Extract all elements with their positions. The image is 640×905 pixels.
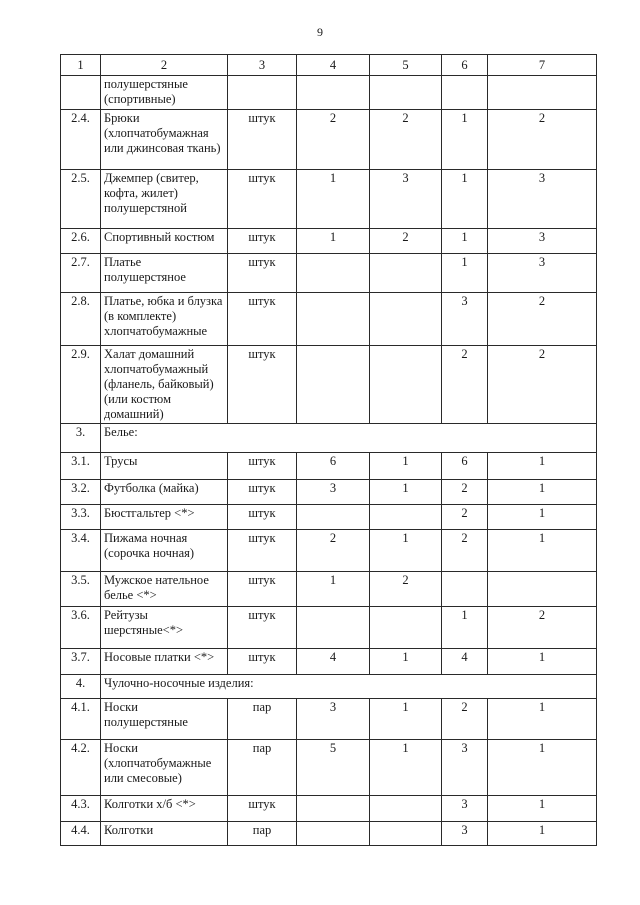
unit-cell: штук	[228, 293, 297, 346]
value-cell: 3	[297, 699, 370, 740]
header-cell: 7	[488, 55, 597, 76]
table-row	[61, 346, 597, 424]
row-number: 3.3.	[61, 505, 101, 530]
header-cell: 4	[297, 55, 370, 76]
value-cell: 1	[442, 254, 488, 293]
unit-cell: штук	[228, 453, 297, 480]
value-cell: 1	[488, 480, 597, 505]
value-cell	[297, 293, 370, 346]
item-name: Носки полушерстяные	[101, 699, 228, 740]
item-name: Колготки х/б <*>	[101, 796, 228, 822]
row-number: 4.4.	[61, 822, 101, 846]
value-cell	[297, 346, 370, 424]
item-name: Спортивный костюм	[101, 229, 228, 254]
header-cell: 6	[442, 55, 488, 76]
table-row	[61, 505, 597, 530]
value-cell: 3	[442, 822, 488, 846]
value-cell: 2	[488, 293, 597, 346]
value-cell: 1	[442, 170, 488, 229]
value-cell: 1	[488, 740, 597, 796]
table-row	[61, 822, 597, 846]
value-cell	[297, 254, 370, 293]
unit-cell: пар	[228, 822, 297, 846]
value-cell	[370, 254, 442, 293]
table-row	[61, 649, 597, 675]
value-cell: 3	[442, 740, 488, 796]
header-cell: 3	[228, 55, 297, 76]
norms-table	[60, 54, 597, 846]
value-cell: 1	[488, 649, 597, 675]
section-row	[61, 424, 597, 453]
unit-cell: штук	[228, 229, 297, 254]
value-cell: 1	[442, 110, 488, 170]
value-cell: 1	[488, 822, 597, 846]
value-cell	[488, 76, 597, 110]
value-cell: 1	[442, 607, 488, 649]
row-number: 3.2.	[61, 480, 101, 505]
value-cell: 4	[297, 649, 370, 675]
value-cell	[488, 572, 597, 607]
value-cell: 2	[370, 572, 442, 607]
value-cell: 2	[442, 346, 488, 424]
value-cell: 1	[370, 453, 442, 480]
value-cell	[370, 822, 442, 846]
item-name: Пижама ночная (сорочка ночная)	[101, 530, 228, 572]
value-cell: 2	[442, 530, 488, 572]
unit-cell: пар	[228, 740, 297, 796]
value-cell: 1	[297, 170, 370, 229]
row-number: 4.1.	[61, 699, 101, 740]
table-row	[61, 607, 597, 649]
value-cell: 6	[442, 453, 488, 480]
item-name: Футболка (майка)	[101, 480, 228, 505]
value-cell: 3	[488, 254, 597, 293]
value-cell	[370, 505, 442, 530]
unit-cell: пар	[228, 699, 297, 740]
row-number: 2.4.	[61, 110, 101, 170]
item-name: Мужское нательное белье <*>	[101, 572, 228, 607]
value-cell: 1	[297, 572, 370, 607]
value-cell: 3	[442, 293, 488, 346]
table-row	[61, 110, 597, 170]
value-cell	[370, 76, 442, 110]
item-name: Платье полушерстяное	[101, 254, 228, 293]
page-number: 9	[317, 25, 323, 39]
row-number: 3.4.	[61, 530, 101, 572]
row-number: 2.7.	[61, 254, 101, 293]
value-cell	[442, 572, 488, 607]
table-row	[61, 740, 597, 796]
row-number: 4.	[61, 675, 101, 699]
item-name: Джемпер (свитер, кофта, жилет) полушерстяной	[101, 170, 228, 229]
value-cell: 2	[488, 607, 597, 649]
section-row	[61, 675, 597, 699]
value-cell	[297, 76, 370, 110]
table-row	[61, 293, 597, 346]
table-row	[61, 76, 597, 110]
item-name: Рейтузы шерстяные<*>	[101, 607, 228, 649]
row-number: 2.9.	[61, 346, 101, 424]
value-cell: 1	[370, 530, 442, 572]
unit-cell: штук	[228, 505, 297, 530]
unit-cell: штук	[228, 254, 297, 293]
value-cell	[370, 607, 442, 649]
table-row	[61, 170, 597, 229]
value-cell	[370, 796, 442, 822]
table-row	[61, 453, 597, 480]
value-cell: 3	[370, 170, 442, 229]
row-number: 3.5.	[61, 572, 101, 607]
value-cell: 1	[370, 649, 442, 675]
unit-cell: штук	[228, 649, 297, 675]
value-cell: 1	[370, 740, 442, 796]
value-cell: 3	[442, 796, 488, 822]
row-number: 2.5.	[61, 170, 101, 229]
unit-cell: штук	[228, 572, 297, 607]
section-title: Чулочно-носочные изделия:	[101, 675, 597, 699]
row-number: 3.	[61, 424, 101, 453]
value-cell	[370, 346, 442, 424]
value-cell: 2	[488, 346, 597, 424]
table-row	[61, 699, 597, 740]
table-row	[61, 572, 597, 607]
item-name: Колготки	[101, 822, 228, 846]
section-title: Белье:	[101, 424, 597, 453]
table-row	[61, 229, 597, 254]
value-cell: 4	[442, 649, 488, 675]
value-cell: 2	[442, 480, 488, 505]
value-cell: 1	[370, 480, 442, 505]
row-number: 2.8.	[61, 293, 101, 346]
value-cell: 6	[297, 453, 370, 480]
row-number: 3.6.	[61, 607, 101, 649]
value-cell: 5	[297, 740, 370, 796]
row-number: 3.7.	[61, 649, 101, 675]
unit-cell: штук	[228, 346, 297, 424]
row-number	[61, 76, 101, 110]
unit-cell: штук	[228, 170, 297, 229]
value-cell: 1	[370, 699, 442, 740]
value-cell: 1	[442, 229, 488, 254]
value-cell: 1	[488, 530, 597, 572]
unit-cell: штук	[228, 796, 297, 822]
value-cell: 3	[488, 170, 597, 229]
value-cell: 1	[297, 229, 370, 254]
unit-cell	[228, 76, 297, 110]
unit-cell: штук	[228, 480, 297, 505]
value-cell: 1	[488, 453, 597, 480]
item-name: Халат домашний хлопчатобумажный (фланель, байковый) (или костюм домашний)	[101, 346, 228, 424]
item-name: Носки (хлопчатобумажные или смесовые)	[101, 740, 228, 796]
item-name: Трусы	[101, 453, 228, 480]
header-cell: 1	[61, 55, 101, 76]
value-cell	[297, 505, 370, 530]
value-cell: 3	[297, 480, 370, 505]
item-name: Брюки (хлопчатобумажная или джинсовая ткань)	[101, 110, 228, 170]
value-cell: 2	[442, 505, 488, 530]
table-row	[61, 796, 597, 822]
row-number: 3.1.	[61, 453, 101, 480]
table-row	[61, 254, 597, 293]
unit-cell: штук	[228, 607, 297, 649]
value-cell	[297, 822, 370, 846]
item-name: Носовые платки <*>	[101, 649, 228, 675]
header-row	[61, 55, 597, 76]
row-number: 4.2.	[61, 740, 101, 796]
row-number: 2.6.	[61, 229, 101, 254]
item-name: Бюстгальтер <*>	[101, 505, 228, 530]
value-cell: 2	[370, 110, 442, 170]
item-name: Платье, юбка и блузка (в комплекте) хлопчатобумажные	[101, 293, 228, 346]
value-cell: 1	[488, 505, 597, 530]
table-row	[61, 480, 597, 505]
value-cell	[297, 796, 370, 822]
header-cell: 5	[370, 55, 442, 76]
unit-cell: штук	[228, 110, 297, 170]
value-cell: 1	[488, 699, 597, 740]
value-cell: 3	[488, 229, 597, 254]
value-cell: 2	[488, 110, 597, 170]
value-cell: 1	[488, 796, 597, 822]
unit-cell: штук	[228, 530, 297, 572]
value-cell: 2	[370, 229, 442, 254]
value-cell	[370, 293, 442, 346]
value-cell: 2	[297, 530, 370, 572]
header-cell: 2	[101, 55, 228, 76]
item-name: полушерстяные (спортивные)	[101, 76, 228, 110]
value-cell	[297, 607, 370, 649]
table-row	[61, 530, 597, 572]
row-number: 4.3.	[61, 796, 101, 822]
value-cell: 2	[442, 699, 488, 740]
value-cell: 2	[297, 110, 370, 170]
value-cell	[442, 76, 488, 110]
